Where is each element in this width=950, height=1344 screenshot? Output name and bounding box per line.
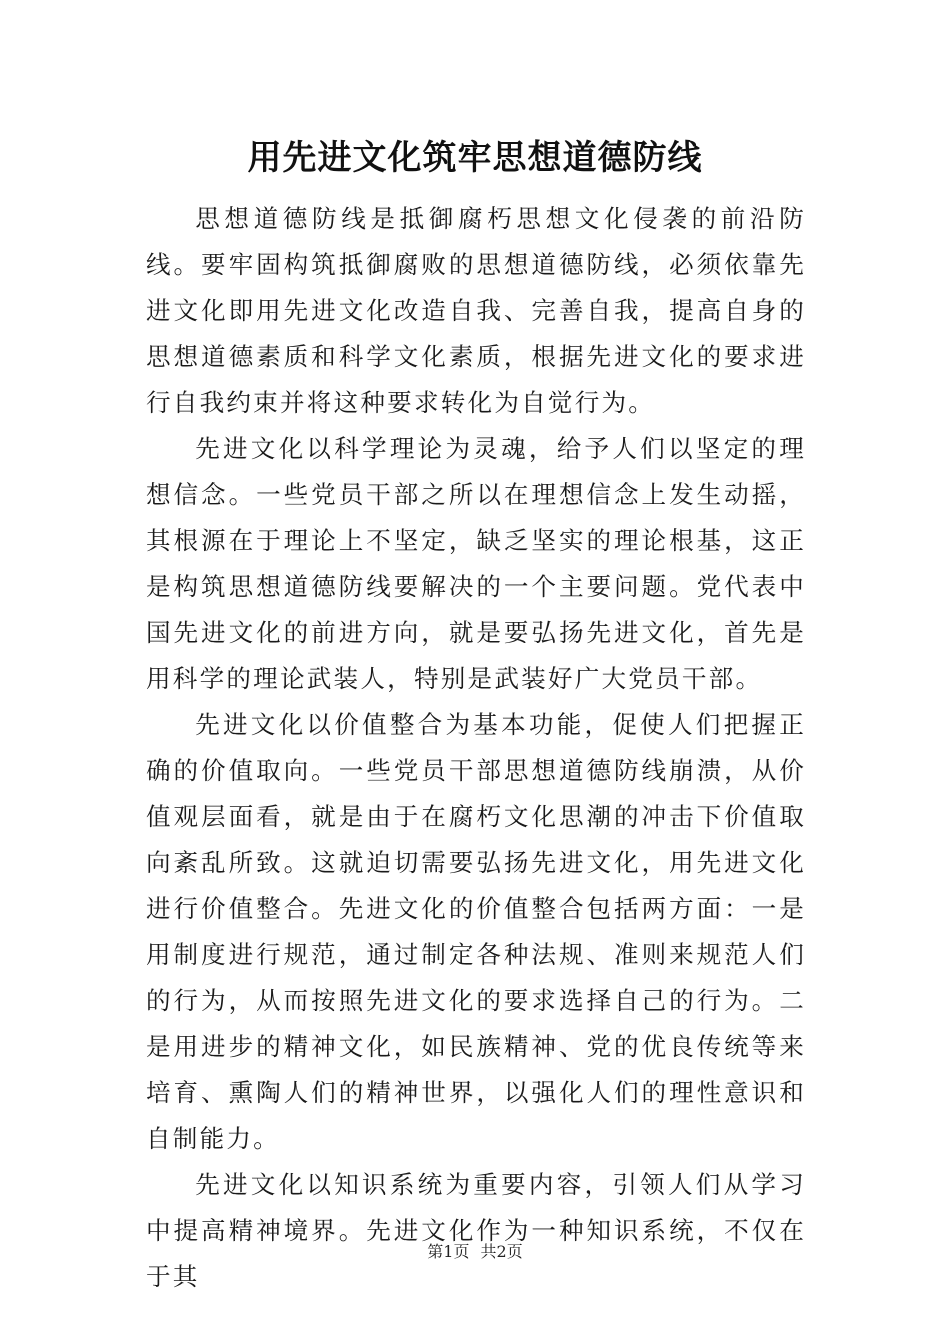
document-body bbox=[146, 196, 806, 1300]
document-title: 用先进文化筑牢思想道德防线 bbox=[247, 138, 703, 178]
paragraph: 思想道德防线是抵御腐朽思想文化侵袭的前沿防线。要牢固构筑抵御腐败的思想道德防线，必须依靠先进文化即用先进文化改造自我、完善自我，提高自身的思想道德素质和科学文化素质，根据先进文化的要求进行自我约束并将这种要求转化为自觉行为。 bbox=[146, 204, 806, 417]
page-total: 共2页 bbox=[480, 1242, 523, 1261]
paragraph: 先进文化以科学理论为灵魂，给予人们以坚定的理想信念。一些党员干部之所以在理想信念上发生动摇，其根源在于理论上不坚定，缺乏坚实的理论根基，这正是构筑思想道德防线要解决的一个主要问题。党代表中国先进文化的前进方向，就是要弘扬先进文化，首先是用科学的理论武装人，特别是武装好广大党员干部。 bbox=[146, 434, 806, 693]
paragraph: 先进文化以价值整合为基本功能，促使人们把握正确的价值取向。一些党员干部思想道德防线崩溃，从价值观层面看，就是由于在腐朽文化思潮的冲击下价值取向紊乱所致。这就迫切需要弘扬先进文化，用先进文化进行价值整合。先进文化的价值整合包括两方面：一是用制度进行规范，通过制定各种法规、准则来规范人们的行为，从而按照先进文化的要求选择自己的行为。二是用进步的精神文化，如民族精神、党的优良传统等来培育、熏陶人们的精神世界，以强化人们的理性意识和自制能力。 bbox=[146, 710, 806, 1153]
page-footer bbox=[0, 1240, 950, 1264]
page-number: 第1页 bbox=[427, 1242, 470, 1261]
paragraph: 先进文化以知识系统为重要内容，引领人们从学习中提高精神境界。先进文化作为一种知识系统，不仅在于其 bbox=[146, 1170, 806, 1291]
